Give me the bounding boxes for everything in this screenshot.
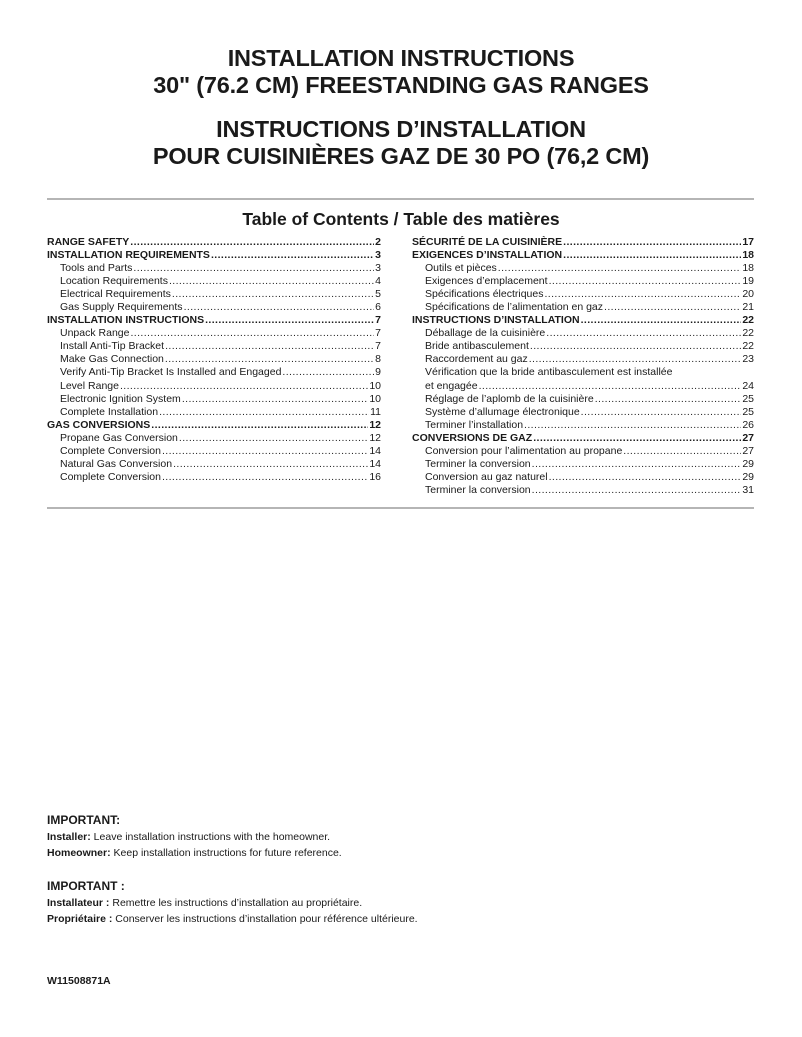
toc-leader: [151, 419, 368, 432]
toc-page-number: 9: [375, 366, 381, 379]
toc-entry: [412, 406, 754, 419]
toc-entry: [412, 366, 754, 379]
toc-leader: [549, 471, 742, 484]
toc-leader: [211, 249, 374, 262]
toc-entry-title: Spécifications électriques: [425, 287, 544, 300]
toc-page-number: 4: [375, 274, 381, 287]
toc-entry: [412, 393, 754, 406]
toc-leader: [529, 353, 742, 366]
toc-entry-title: EXIGENCES D’INSTALLATION: [412, 248, 563, 261]
toc-leader: [581, 314, 742, 327]
toc-entry-title: GAS CONVERSIONS: [47, 418, 151, 431]
toc-entry: [412, 236, 754, 249]
installer-note: [47, 829, 342, 845]
toc-page-number: 7: [375, 340, 381, 353]
important-heading-fr: IMPORTANT :: [47, 879, 125, 893]
toc-leader: [165, 340, 374, 353]
homeowner-text-fr: Conserver les instructions d’installation pour référence ultérieure.: [112, 913, 418, 925]
toc-entry: [47, 366, 381, 379]
document-code: W11508871A: [47, 975, 111, 987]
toc-entry-title: SÉCURITÉ DE LA CUISINIÈRE: [412, 235, 563, 248]
toc-entry-title: Make Gas Connection: [60, 353, 164, 366]
title-en-line-2: 30" (76.2 CM) FREESTANDING GAS RANGES: [153, 72, 649, 98]
toc-entry: [412, 432, 754, 445]
toc-entry-title: Location Requirements: [60, 274, 168, 287]
toc-leader: [282, 366, 374, 379]
title-fr-line-2: POUR CUISINIÈRES GAZ DE 30 PO (76,2 CM): [152, 143, 650, 169]
toc-entry: [412, 288, 754, 301]
toc-entry-title: Raccordement au gaz: [425, 353, 528, 366]
toc-page-number: 29: [742, 471, 754, 484]
homeowner-label: Homeowner:: [47, 847, 111, 859]
toc-page-number: 23: [742, 353, 754, 366]
title-french: [0, 116, 802, 170]
toc-entry: [47, 314, 381, 327]
installer-label-fr: Installateur :: [47, 897, 110, 909]
toc-page-number: 14: [369, 458, 381, 471]
homeowner-note: [47, 845, 342, 861]
toc-entry-title: INSTALLATION REQUIREMENTS: [47, 248, 210, 261]
important-heading: IMPORTANT:: [47, 813, 121, 827]
toc-entry: [47, 275, 381, 288]
toc-leader: [162, 471, 368, 484]
toc-entry-title: Complete Installation: [60, 405, 159, 418]
toc-entry: [47, 288, 381, 301]
toc-leader: [533, 432, 741, 445]
toc-entry: [412, 471, 754, 484]
toc-entry: [412, 445, 754, 458]
toc-left-column: [47, 236, 381, 485]
toc-entry: [47, 432, 381, 445]
toc-entry: [47, 340, 381, 353]
toc-leader: [162, 445, 368, 458]
toc-entry: [47, 262, 381, 275]
toc-entry-title: Level Range: [60, 379, 119, 392]
toc-leader: [130, 236, 374, 249]
toc-entry: [412, 419, 754, 432]
toc-leader: [498, 262, 742, 275]
toc-leader: [159, 406, 369, 419]
toc-entry-title: Install Anti-Tip Bracket: [60, 340, 165, 353]
toc-leader: [173, 458, 368, 471]
homeowner-note-fr: [47, 911, 418, 927]
toc-entry-title: Vérification que la bride antibasculement est installée: [425, 366, 673, 379]
divider-top: [47, 198, 754, 200]
toc-entry-title: Natural Gas Conversion: [60, 458, 173, 471]
toc-entry-title: Verify Anti-Tip Bracket Is Installed and Engaged: [60, 366, 282, 379]
toc-entry: [47, 471, 381, 484]
toc-leader: [169, 275, 374, 288]
toc-page-number: 24: [742, 379, 754, 392]
toc-entry: [47, 458, 381, 471]
toc-leader: [184, 301, 375, 314]
toc-leader: [130, 327, 374, 340]
toc-entry: [47, 393, 381, 406]
toc-page-number: 12: [369, 418, 381, 431]
toc-entry: [47, 236, 381, 249]
toc-entry: [412, 340, 754, 353]
toc-leader: [205, 314, 374, 327]
toc-entry-title: Conversion pour l’alimentation au propane: [425, 445, 623, 457]
toc-page-number: 22: [742, 327, 754, 340]
toc-entry-title: Complete Conversion: [60, 445, 161, 457]
toc-entry: [412, 301, 754, 314]
toc-page-number: 18: [742, 248, 754, 261]
toc-entry: [412, 353, 754, 366]
toc-entry-title: Exigences d’emplacement: [425, 274, 548, 287]
toc-leader: [623, 445, 741, 458]
toc-entry-title: Spécifications de l’alimentation en gaz: [425, 300, 604, 313]
toc-leader: [549, 275, 742, 288]
toc-entry: [412, 380, 754, 393]
toc-leader: [532, 484, 742, 497]
toc-entry: [47, 380, 381, 393]
toc-entry: [47, 327, 381, 340]
divider-bottom: [47, 507, 754, 509]
toc-entry-title: CONVERSIONS DE GAZ: [412, 431, 533, 444]
toc-entry-title: Complete Conversion: [60, 471, 161, 484]
toc-entry-title: Electrical Requirements: [60, 287, 171, 300]
toc-entry: [47, 445, 381, 458]
toc-leader: [563, 249, 741, 262]
toc-leader: [479, 380, 742, 393]
toc-page-number: 14: [369, 445, 381, 457]
toc-entry-title: Terminer la conversion: [425, 484, 531, 497]
toc-entry: [47, 406, 381, 419]
toc-entry-title: et engagée: [425, 379, 478, 392]
toc-leader: [595, 393, 742, 406]
toc-entry: [412, 249, 754, 262]
toc-entry-title: Unpack Range: [60, 327, 130, 340]
toc-leader: [172, 288, 374, 301]
toc-leader: [544, 288, 741, 301]
toc-entry-title: INSTRUCTIONS D’INSTALLATION: [412, 314, 580, 327]
homeowner-label-fr: Propriétaire :: [47, 913, 113, 925]
toc-page-number: 6: [375, 300, 381, 313]
toc-page-number: 21: [742, 300, 754, 313]
toc-leader: [179, 432, 368, 445]
title-en-line-1: INSTALLATION INSTRUCTIONS: [227, 45, 575, 71]
toc-page-number: 12: [369, 431, 381, 444]
toc-entry-title: Déballage de la cuisinière: [425, 327, 546, 340]
toc-leader: [524, 419, 741, 432]
toc-page-number: 29: [742, 458, 754, 471]
title-english: [0, 45, 802, 99]
toc-leader: [165, 353, 374, 366]
toc-page-number: 17: [742, 235, 754, 248]
toc-entry-title: INSTALLATION INSTRUCTIONS: [47, 314, 205, 327]
toc-entry-title: Outils et pièces: [425, 261, 497, 274]
toc-leader: [563, 236, 741, 249]
toc-leader: [530, 340, 741, 353]
toc-page-number: 3: [375, 261, 381, 274]
toc-entry: [412, 275, 754, 288]
installer-text-fr: Remettre les instructions d’installation au propriétaire.: [109, 897, 363, 909]
toc-leader: [546, 327, 741, 340]
important-english: [47, 812, 342, 861]
toc-entry: [412, 458, 754, 471]
toc-entry-title: Terminer la conversion: [425, 458, 531, 471]
toc-entry-title: Conversion au gaz naturel: [425, 471, 548, 484]
toc-entry-title: RANGE SAFETY: [47, 235, 130, 248]
toc-page-number: 25: [742, 392, 754, 405]
toc-entry: [412, 314, 754, 327]
toc-page-number: 18: [742, 261, 754, 274]
toc-entry: [47, 419, 381, 432]
toc-entry: [47, 353, 381, 366]
toc-page-number: 10: [369, 392, 381, 405]
toc-leader: [604, 301, 741, 314]
toc-page-number: 10: [369, 379, 381, 392]
toc-page-number: 31: [742, 484, 754, 497]
toc-leader: [532, 458, 742, 471]
toc-leader: [581, 406, 742, 419]
installer-note-fr: [47, 895, 418, 911]
toc-page-number: 7: [375, 314, 381, 327]
installer-text: Leave installation instructions with the homeowner.: [90, 831, 331, 843]
toc-entry: [47, 249, 381, 262]
toc-entry: [412, 484, 754, 497]
toc-entry-title: Tools and Parts: [60, 261, 133, 274]
toc-page-number: 22: [742, 340, 754, 353]
toc-page-number: 11: [370, 405, 381, 418]
toc-page-number: 27: [742, 431, 754, 444]
installer-label: Installer:: [47, 831, 91, 843]
homeowner-text: Keep installation instructions for future reference.: [110, 847, 342, 859]
toc-entry-title: Gas Supply Requirements: [60, 300, 183, 313]
toc-right-column: [412, 236, 754, 498]
toc-page-number: 26: [742, 418, 754, 431]
toc-page-number: 25: [742, 405, 754, 418]
toc-page-number: 5: [375, 287, 381, 300]
toc-entry: [412, 327, 754, 340]
toc-heading: Table of Contents / Table des matières: [242, 209, 560, 229]
toc-entry-title: Electronic Ignition System: [60, 392, 181, 405]
important-french: [47, 878, 418, 927]
toc-page-number: 27: [742, 445, 754, 457]
toc-leader: [120, 380, 368, 393]
toc-entry-title: Bride antibasculement: [425, 340, 529, 353]
toc-entry-title: Réglage de l’aplomb de la cuisinière: [425, 392, 594, 405]
toc-page-number: 3: [375, 248, 381, 261]
toc-leader: [133, 262, 374, 275]
toc-page-number: 19: [742, 274, 754, 287]
title-fr-line-1: INSTRUCTIONS D’INSTALLATION: [216, 116, 586, 142]
toc-page-number: 8: [375, 353, 381, 366]
toc-entry: [412, 262, 754, 275]
toc-entry: [47, 301, 381, 314]
toc-entry-title: Système d’allumage électronique: [425, 405, 580, 418]
toc-page-number: 20: [742, 287, 754, 300]
toc-leader: [182, 393, 369, 406]
toc-entry-title: Terminer l’installation: [425, 418, 524, 431]
toc-page-number: 22: [742, 314, 754, 327]
toc-page-number: 2: [375, 235, 381, 248]
toc-page-number: 7: [375, 327, 381, 340]
toc-page-number: 16: [369, 471, 381, 484]
toc-entry-title: Propane Gas Conversion: [60, 431, 178, 444]
